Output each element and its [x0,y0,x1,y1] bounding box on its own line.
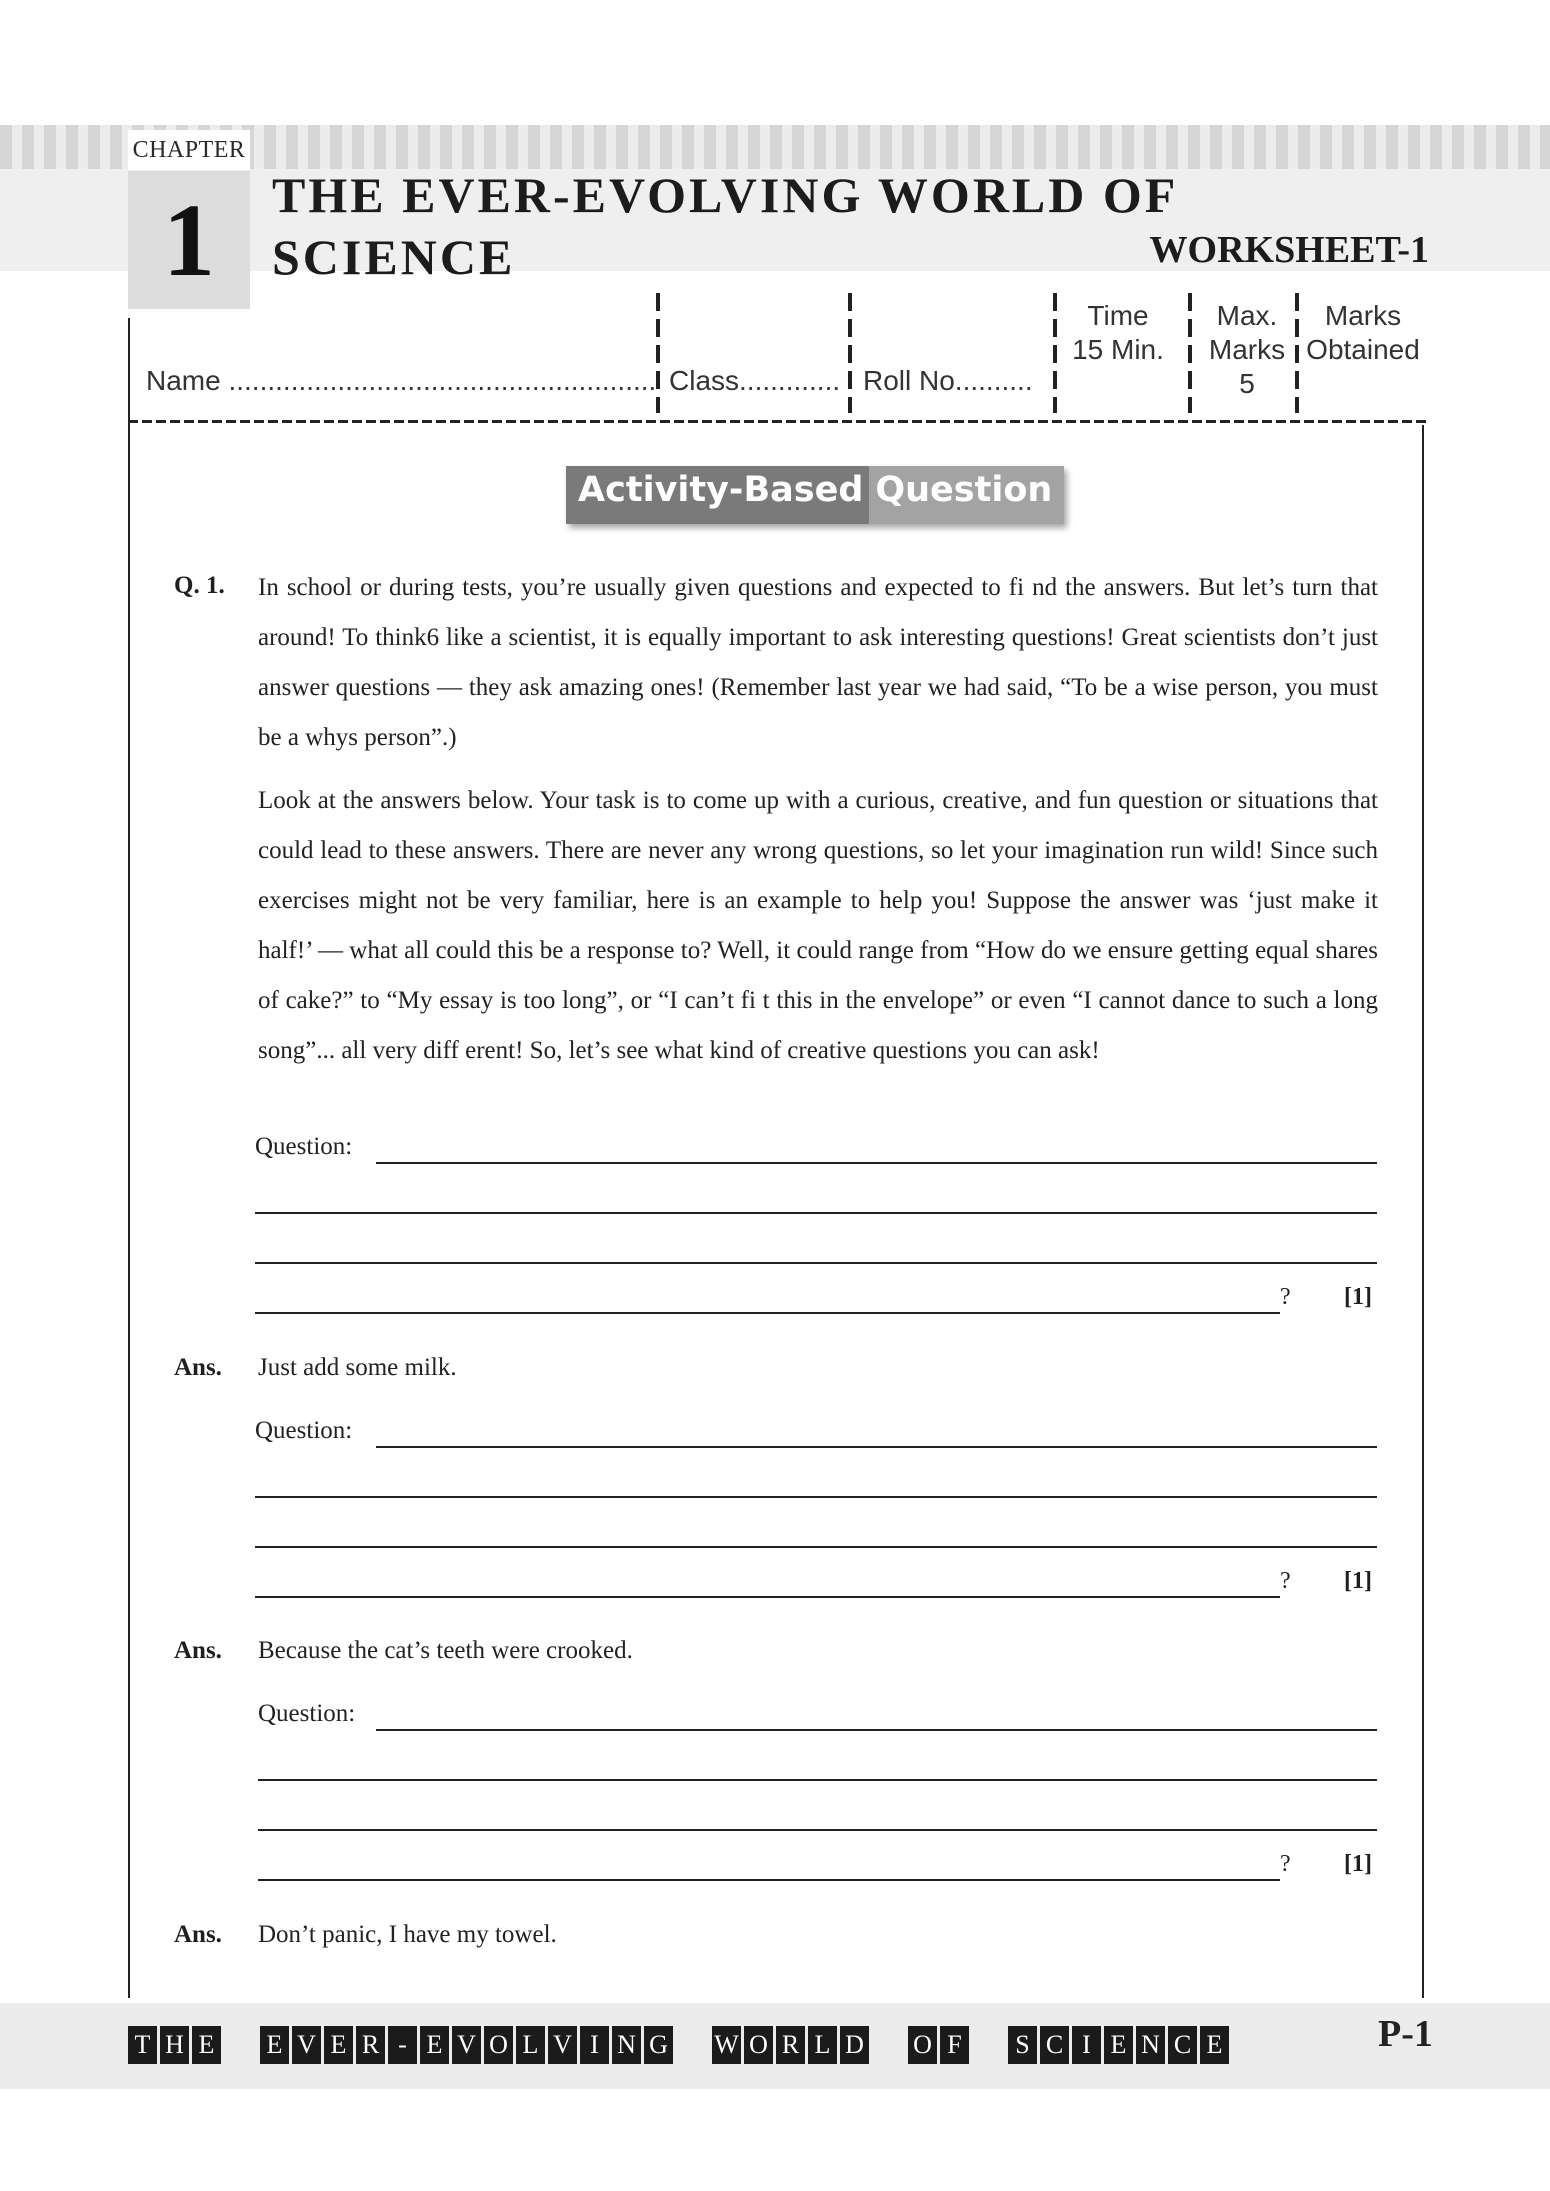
footer-letter: D [840,2026,869,2064]
divider [656,293,660,413]
footer-letter: L [808,2026,837,2064]
footer-letter: E [1104,2026,1133,2064]
footer-letter: V [548,2026,577,2064]
footer-letter: S [1008,2026,1037,2064]
footer-word [1008,2026,1232,2064]
divider [1295,293,1299,413]
footer-word [908,2026,972,2064]
answer-line[interactable] [258,1829,1377,1831]
footer-letter: C [1168,2026,1197,2064]
question-mark: ? [1280,1568,1291,1594]
time-label: Time [1087,300,1149,331]
frame-left [128,318,130,1998]
footer-word [712,2026,872,2064]
chapter-title-line1: THE EVER-EVOLVING WORLD OF [272,167,1179,223]
answer-line[interactable] [258,1879,1280,1881]
banner-part2: Question [869,466,1064,524]
footer-letter: R [776,2026,805,2064]
answer-line[interactable] [376,1446,1377,1448]
footer-letter: R [356,2026,385,2064]
marks-label: [1] [1344,1568,1372,1594]
footer-letter: H [160,2026,189,2064]
question-prompt: Question: [258,1700,356,1727]
answer-line[interactable] [255,1312,1280,1314]
marks-label: [1] [1344,1851,1372,1877]
chapter-title-line2: SCIENCE [272,229,516,285]
question-paragraph-2: Look at the answers below. Your task is to come up with a curious, creative, and fun question or situations that could lead to these answers. There are never any wrong questions, so let your imagination run wild! Since such exercises might not be very familiar, here is an example to help you! Suppose the answer was ‘just make it half!’ — what all could this be a response to? Well, it could range from “How do we ensure getting equal shares of cake?” to “My essay is too long”, or “I can’t fi t this in the envelope” or even “I cannot dance to such a long song”... all very diff erent! So, let’s see what kind of creative questions you can ask! [258,787,1378,1064]
footer-title [128,2026,1232,2064]
footer-letter: O [744,2026,773,2064]
chapter-label: CHAPTER [128,130,250,170]
given-answer: Don’t panic, I have my towel. [258,1921,557,1948]
roll-number-field[interactable]: Roll No.......... [863,365,1033,396]
divider [1188,293,1192,413]
answer-label: Ans. [174,1921,222,1948]
marks-obtained-cell[interactable] [1300,299,1426,411]
time-value: 15 Min. [1072,334,1164,365]
question-mark: ? [1280,1851,1291,1877]
footer-letter: V [452,2026,481,2064]
marks-label: [1] [1344,1284,1372,1310]
marks-obtained-label-1: Marks [1324,300,1402,331]
answer-line[interactable] [376,1162,1377,1164]
max-marks-label-2: Marks [1208,334,1286,365]
footer-letter: W [712,2026,741,2064]
footer-letter: C [1040,2026,1069,2064]
footer-letter: E [420,2026,449,2064]
footer-letter: E [324,2026,353,2064]
chapter-number: 1 [128,171,250,309]
footer-letter: I [580,2026,609,2064]
student-info-row [128,293,1430,413]
banner-part1: Activity-Based [566,466,869,524]
answer-line[interactable] [255,1212,1377,1214]
activity-banner [566,466,1064,524]
footer-letter: G [644,2026,673,2064]
question-mark: ? [1280,1284,1291,1310]
class-field[interactable]: Class............. [669,365,841,396]
name-field[interactable]: Name ....................................................... [146,365,657,396]
given-answer: Because the cat’s teeth were crooked. [258,1637,633,1664]
footer-letter: E [1200,2026,1229,2064]
given-answer: Just add some milk. [258,1354,457,1381]
footer-letter: N [1136,2026,1165,2064]
footer-letter: T [128,2026,157,2064]
frame-right [1422,425,1424,1998]
info-separator [128,420,1430,423]
max-marks-label-1: Max. [1216,300,1278,331]
footer-letter: E [192,2026,221,2064]
max-marks-value: 5 [1239,368,1255,399]
worksheet-label: WORKSHEET-1 [1149,229,1429,271]
footer-letter: O [908,2026,937,2064]
page-number: P-1 [1378,2013,1433,2055]
question-paragraph-1: In school or during tests, you’re usually given questions and expected to fi nd the answers. But let’s turn that around! To think6 like a scientist, it is equally important to ask interesting questions! Great scientists don’t just answer questions — they ask amazing ones! (Remember last year we had said, “To be a wise person, you must be a whys person”.) [258,574,1378,751]
footer-word [128,2026,224,2064]
divider [1053,293,1057,413]
footer-letter: E [260,2026,289,2064]
answer-line[interactable] [255,1596,1280,1598]
question-prompt: Question: [255,1133,353,1160]
footer-letter: I [1072,2026,1101,2064]
marks-obtained-label-2: Obtained [1306,334,1420,365]
footer-letter: N [612,2026,641,2064]
divider [848,293,852,413]
footer-letter: O [484,2026,513,2064]
answer-line[interactable] [376,1729,1377,1731]
question-number: Q. 1. [174,572,225,599]
footer-letter: V [292,2026,321,2064]
answer-line[interactable] [255,1546,1377,1548]
answer-label: Ans. [174,1637,222,1664]
footer-word [260,2026,676,2064]
max-marks-cell [1194,299,1300,411]
answer-line[interactable] [255,1262,1377,1264]
footer-letter: F [940,2026,969,2064]
footer-letter: - [388,2026,417,2064]
answer-line[interactable] [255,1496,1377,1498]
footer-letter: L [516,2026,545,2064]
chapter-title [272,164,1272,288]
time-cell [1058,299,1178,411]
answer-label: Ans. [174,1354,222,1381]
answer-line[interactable] [258,1779,1377,1781]
question-prompt: Question: [255,1417,353,1444]
